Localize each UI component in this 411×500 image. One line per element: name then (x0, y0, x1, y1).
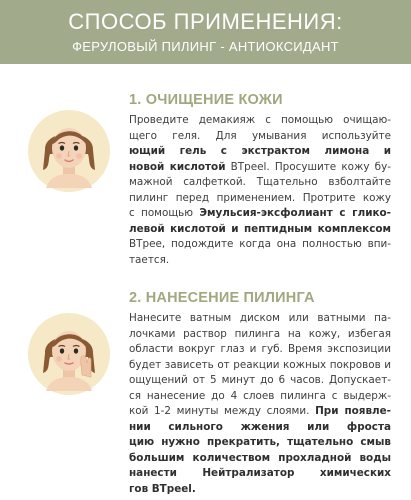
text-line (129, 404, 391, 420)
text-segment: ощущений от 5 минут до 6 часов. Допускает- (129, 374, 391, 387)
woman-face-icon (28, 110, 110, 192)
text-line (129, 373, 391, 389)
text-line (129, 191, 391, 207)
text-line (129, 451, 391, 467)
step-2-title: 2. НАНЕСЕНИЕ ПИЛИНГА (129, 290, 315, 306)
text-segment: мажной салфеткой. Тщательно взболтайте (129, 176, 391, 189)
text-line (129, 466, 391, 482)
text-segment: области вокруг глаз и губ. Время экспозиции (129, 343, 391, 356)
text-line (129, 435, 391, 451)
text-line (129, 389, 391, 405)
text-line (129, 253, 391, 269)
bold-segment: цию нужно прекратить, тщательно смыв (129, 436, 391, 449)
text-segment: ВТрееl. Просушите кожу бу- (225, 160, 391, 173)
bold-segment: левой кислотой и пептидным комплексом (129, 222, 391, 235)
woman-face-touching-cheek-icon (28, 313, 110, 395)
bold-segment: гов ВТрееl. (129, 483, 196, 496)
page-subtitle: ФЕРУЛОВЫЙ ПИЛИНГ - АНТИОКСИДАНТ (72, 39, 339, 54)
text-line (129, 342, 391, 358)
text-line (129, 160, 391, 176)
bold-segment: нанести Нейтрализатор химических (129, 467, 391, 480)
page-title: СПОСОБ ПРИМЕНЕНИЯ: (68, 9, 343, 34)
text-line (129, 311, 391, 327)
bold-segment: нии сильного жжения или фроста (129, 420, 391, 433)
text-segment: с помощью (129, 207, 200, 220)
text-segment: будет зависеть от реакции кожных покровов и (129, 358, 391, 371)
bold-segment: При появле- (315, 405, 391, 418)
text-segment: Нанесите ватным диском или ватными па- (129, 312, 391, 324)
text-segment: Проведите демакияж с помощью очищаю- (129, 114, 391, 126)
text-line (129, 237, 391, 253)
text-segment: кой 1-2 минуты между слоями. (129, 405, 316, 418)
text-line (129, 175, 391, 191)
text-line (129, 327, 391, 343)
bold-segment: большим количеством прохладной воды (129, 451, 391, 464)
text-segment: ся нанесение до 4 слоев пилинга с выдерж- (129, 389, 391, 402)
text-line (129, 144, 391, 160)
text-line (129, 129, 391, 145)
step-2-text (129, 311, 391, 498)
text-segment: тается. (129, 253, 170, 266)
text-line (129, 358, 391, 374)
step-1-text (129, 113, 391, 268)
text-line (129, 482, 391, 498)
bold-segment: ющий гель с экстрактом лимона и (129, 145, 391, 158)
text-line (129, 222, 391, 238)
step-1-title: 1. ОЧИЩЕНИЕ КОЖИ (129, 92, 283, 108)
bold-segment: новой кислотой (129, 160, 226, 173)
text-line (129, 420, 391, 436)
header-banner (0, 0, 411, 64)
text-segment: лочками раствор пилинга на кожу, избегая (129, 327, 391, 340)
text-segment: ВТрее, подождите когда она полностью впи- (129, 238, 391, 251)
text-segment: пилинг перед применением. Протрите кожу (129, 191, 391, 204)
text-line (129, 206, 391, 222)
text-line (129, 113, 391, 129)
text-segment: щего геля. Для умывания используйте (129, 129, 391, 142)
bold-segment: Эмульсия-эксфолиант с глико- (199, 207, 391, 220)
